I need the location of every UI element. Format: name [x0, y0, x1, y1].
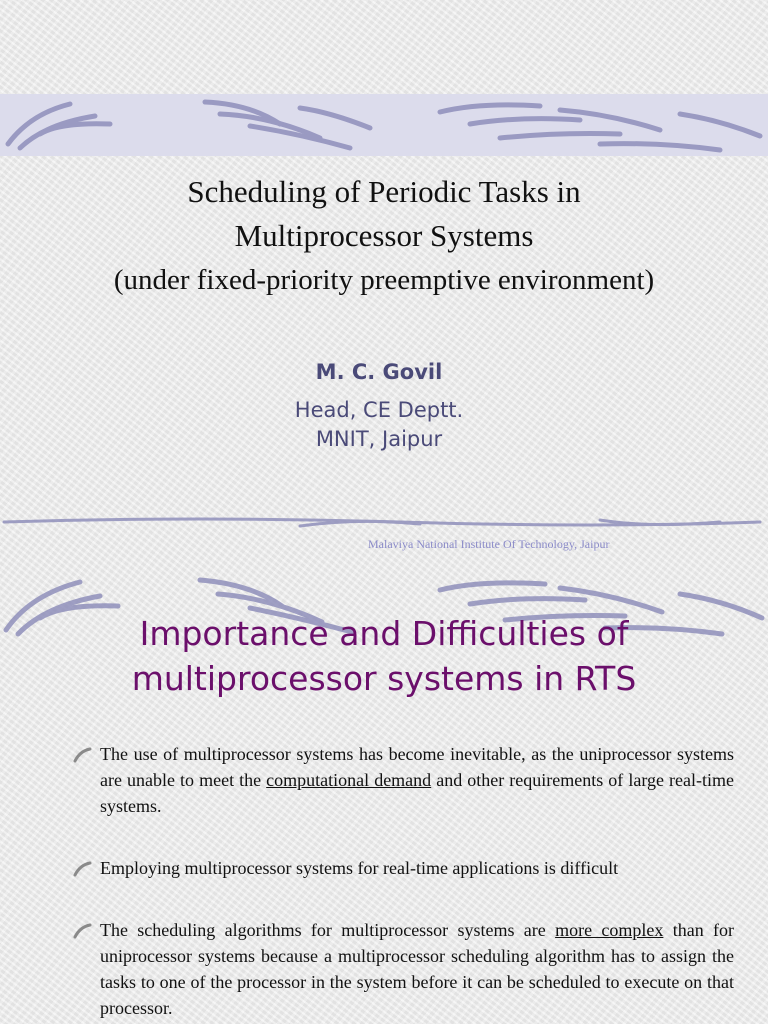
- bullet-text-1: The use of multiprocessor systems has become inevitable, as the uniprocessor systems are unable to meet the computational demand and other requirements of large real-time systems.: [100, 744, 734, 816]
- bullet-item-2: [72, 855, 734, 881]
- author-name: M. C. Govil: [315, 360, 443, 384]
- curved-stroke-bullet-icon: [72, 745, 92, 765]
- author-role: Head, CE Deptt.: [294, 398, 464, 422]
- curved-stroke-bullet-icon: [72, 859, 92, 879]
- divider-swirl-icon: [0, 510, 768, 534]
- slide2-title-line1: Importance and Difficulties of: [139, 614, 629, 653]
- author-institute: MNIT, Jaipur: [315, 427, 443, 451]
- slide2-title-line2: multiprocessor systems in RTS: [131, 659, 637, 698]
- slide1-subtitle: (under fixed-priority preemptive environment): [113, 264, 655, 296]
- slide1-title-line2: Multiprocessor Systems: [234, 218, 534, 253]
- bullet-item-1: [72, 741, 734, 819]
- slide-divider: [0, 510, 768, 534]
- bullet-text-2: Employing multiprocessor systems for real-time applications is difficult: [100, 858, 619, 878]
- slide1-footer: Malaviya National Institute Of Technology, Jaipur: [368, 537, 610, 551]
- slide1-title-line1: Scheduling of Periodic Tasks in: [187, 174, 581, 209]
- swirl-pattern-icon: [0, 94, 768, 156]
- top-decorative-band: [0, 94, 768, 156]
- curved-stroke-bullet-icon: [72, 921, 92, 941]
- bullet-item-3: [72, 917, 734, 1021]
- bullet-text-3: The scheduling algorithms for multiprocessor systems are more complex than for uniprocessor systems because a multiprocessor scheduling algorithm has to assign the tasks to one of the processor in the system before it can be scheduled to execute on that processor.: [100, 920, 734, 1018]
